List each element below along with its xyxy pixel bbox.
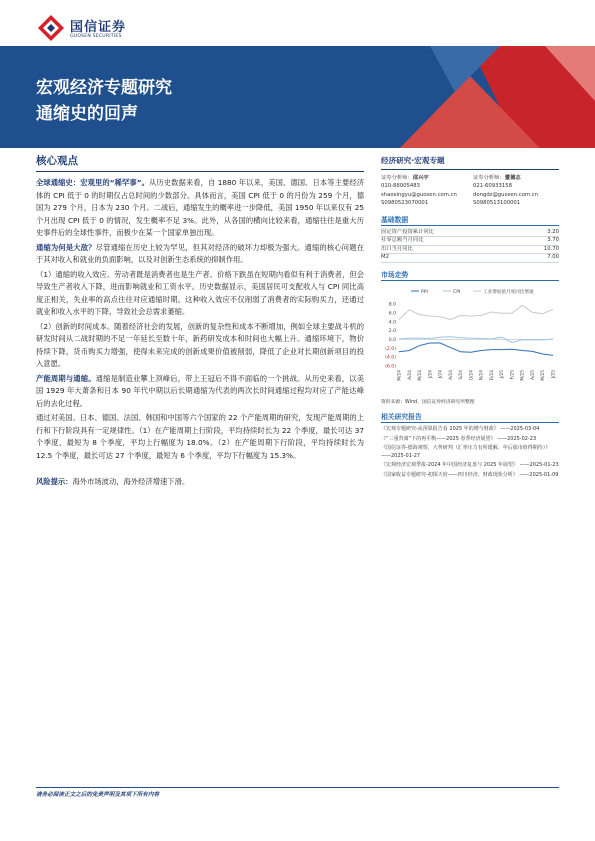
data-value: 3.70 [547,237,559,244]
data-label: M2 [381,254,389,261]
x-tick-label: O/24 [469,370,475,381]
analyst-name: 董德志 [504,175,521,181]
analyst-email[interactable]: dongdz@guosen.com.cn [473,191,539,198]
data-row [381,237,559,246]
paragraph-lead: 全球通缩史：宏观里的“稀罕事”。 [36,178,149,187]
data-row [381,246,559,255]
x-tick-label: M/24 [418,370,424,381]
paragraph-lead: 产能周期与通缩。 [36,373,96,383]
report-title: 通缩史的回声 [36,104,138,124]
x-tick-label: M/25 [541,370,547,381]
y-tick-label: (6.0) [385,364,396,370]
x-tick-label: J/25 [551,370,557,379]
data-label: 固定资产投资累计同比 [381,228,434,235]
x-tick-label: S/24 [459,370,465,380]
guosen-logo-icon [36,14,66,42]
basic-data-table [381,229,559,263]
analyst-license: S0980523070001 [381,200,429,207]
y-tick-label: 2.0 [388,329,396,335]
data-value: 7.00 [547,254,559,261]
data-label: 社零总额当月同比 [381,237,424,244]
data-row [381,254,559,263]
related-report-item[interactable]: 《国家收益专题研究-初探天府——四川经济、财政现状分析》 ——2025-01-09 [381,471,559,478]
analyst-role-line [473,174,559,182]
paragraph-cycle-stats: 通过对美国、日本、德国、法国、韩国和中国等六个国家的 22 个产能周期的研究，发现产能周期的上行和下行阶段具有一定规律性。（1）在产能周期上行阶段，平均持续时长为 22 个季度，最长可达 37 个季度，最短为 8 个季度，平均上行幅度为 18.0%。（2）在产能周期下行阶段，平均持续时长为 12.5 个季度，最长可达 27 个季度，最短为 6 个季度，平均下行幅度为 15.3%。 [36,413,364,460]
analyst-card [473,174,559,208]
data-label: 出口当月同比 [381,245,413,252]
related-report-item[interactable]: 《“三重背离”下的再平衡——2025 春季经济展望》 ——2025-02-23 [381,435,537,442]
related-report-item[interactable]: 《国信证券-德海观察，大势研判（汇率压力有所缓解，年后债市值得期待）》 ——2025-01-27 [381,445,551,459]
series-line [399,305,553,319]
x-tick-label: J/24 [428,370,434,379]
related-report-item[interactable]: 《宏观专题研究-从预算报告看 2025 年的增与财政》 ——2025-03-04 [381,426,540,432]
y-tick-label: 4.0 [388,320,396,326]
x-tick-label: M/25 [520,370,526,381]
paragraph-text: 尽管通缩在历史上较为罕见，但其对经济的破坏力却极为强大。通缩的核心问题在于其对收入和就业的负面影响，以及对创新生态系统的抑制作用。 [36,242,365,264]
title-banner [0,46,595,148]
series-line [399,343,553,355]
x-tick-label: A/25 [530,370,536,380]
legend-label: CPI [453,289,461,295]
analyst-phone: 021-60933158 [473,183,512,190]
market-trend-title: 市场走势 [381,269,559,281]
paragraph-text: 通缩是制造业攀上顶峰后，带上王冠后不得不面临的一个挑战。从历史来看，以美国 1929 年大萧条和日本 90 年代中期以后长期通缩为代表的两次长时间通缩过程均对应了产能达峰后的去化过程。 [36,373,365,408]
analyst-email[interactable]: shaoxingyu@guosen.com.cn [381,191,457,198]
analyst-license: S0980513100001 [473,200,521,207]
data-value: 10.70 [543,245,559,252]
y-tick-label: 0.0 [388,338,396,344]
risk-text: 海外市场波动，海外经济增速下滑。 [72,477,190,486]
x-tick-label: M/24 [397,370,403,381]
paragraph-deflation-history [36,177,364,240]
y-tick-label: (4.0) [385,355,396,361]
x-tick-label: J/25 [500,370,506,379]
related-report-item[interactable]: 《宏观经济宏观季报-2024 年中国经济复盘与 2025 年展望》 ——2025-01-23 [381,462,559,469]
paragraph-why-enemy [36,242,364,267]
core-views-title: 核心观点 [36,153,364,172]
analyst-role: 证券分析师： [381,175,413,181]
paragraph-lead: 通缩为何是大敌？ [36,242,96,252]
paragraph-capacity-cycle [36,373,364,411]
risk-lead: 风险提示： [36,477,73,486]
analyst-phone: 010-88005483 [381,183,420,190]
sidebar [381,155,559,480]
sidebar-header: 经济研究·宏观专题 [381,155,559,170]
paragraph-innovation-cost: （2）创新的时间成本。随着经济社会的发展，创新的复杂性和成本不断增加，例如全球主要战斗机的研发时间从二战时期的不足一年延长至数十年，新药研发成本和时间也大幅上升。通缩环境下，物价持续下降，货币购买力增强，使得未来完成的创新成果价值被削弱，降低了企业对长期创新项目的投入意愿。 [36,321,364,368]
risk-warning [36,476,364,489]
report-category: 宏观经济专题研究 [36,78,172,98]
series-line [399,337,553,343]
paragraph-income-effect: （1）通缩的收入效应。劳动者既是消费者也是生产者。价格下跌虽在短期内看似有利于消费者，但会导致生产者收入下降，进而影响就业和工资水平。历史数据显示，美国居民可支配收入与 CPI 同比高度正相关，失业率的高点往往对应通缩时期。这种收入效应不仅削弱了消费者的实际购买力，还通过就业和收入水平的下降，导致社会总需求萎缩。 [36,269,364,316]
x-tick-label: A/24 [407,370,413,380]
related-reports-title: 相关研究报告 [381,411,559,423]
analyst-role: 证券分析师： [473,175,505,181]
footer-divider [36,787,559,788]
trend-chart-svg [381,284,559,396]
market-trend-chart [381,284,559,396]
x-tick-label: N/24 [479,370,485,381]
x-tick-label: F/25 [510,370,516,380]
analyst-role-line [381,174,467,182]
logo-name: 国信证券 [70,20,127,35]
chart-source: 资料来源：Wind、国信证券经济研究所整理 [381,400,475,405]
y-tick-label: 6.0 [388,311,396,317]
data-row [381,229,559,238]
y-tick-label: (2.0) [385,346,396,352]
paragraph-text: 从历史数据来看，自 1880 年以来，美国、德国、日本等主要经济体的 CPI 低于 0 的时期仅占总时间的少数部分。具体而言，美国 CPI 低于 0 的月份为 259 个月，德国为 279 个月，日本为 230 个月。二战后，通缩发生的概率进一步降低，美国 1950 年以来仅有 25 个月出现 CPI 低于 0 的情况，发生概率不足 3%。此外，从各国的横向比较来看，通缩往往是重大历史事件后的全球性事件，而极少在某一个国家单独出现。 [36,178,364,237]
analyst-info [381,174,559,208]
x-tick-label: A/24 [448,370,454,380]
y-tick-label: 8.0 [388,302,396,308]
x-tick-label: D/24 [489,370,495,381]
core-views-section [36,153,364,491]
legend-label: 工业增加值月度同比增速 [483,289,534,295]
related-reports-list [381,426,559,480]
analyst-name: 邵兴宇 [412,175,429,181]
legend-label: PPI [421,289,428,295]
logo-subtitle: GUOSEN SECURITIES [70,34,122,39]
footer-disclaimer: 请务必阅读正文之后的免责声明及其项下所有内容 [36,792,160,798]
x-tick-label: J/24 [438,370,444,379]
analyst-card [381,174,467,208]
guosen-logo [36,14,176,44]
data-value: 3.20 [547,228,559,235]
basic-data-title: 基础数据 [381,214,559,226]
